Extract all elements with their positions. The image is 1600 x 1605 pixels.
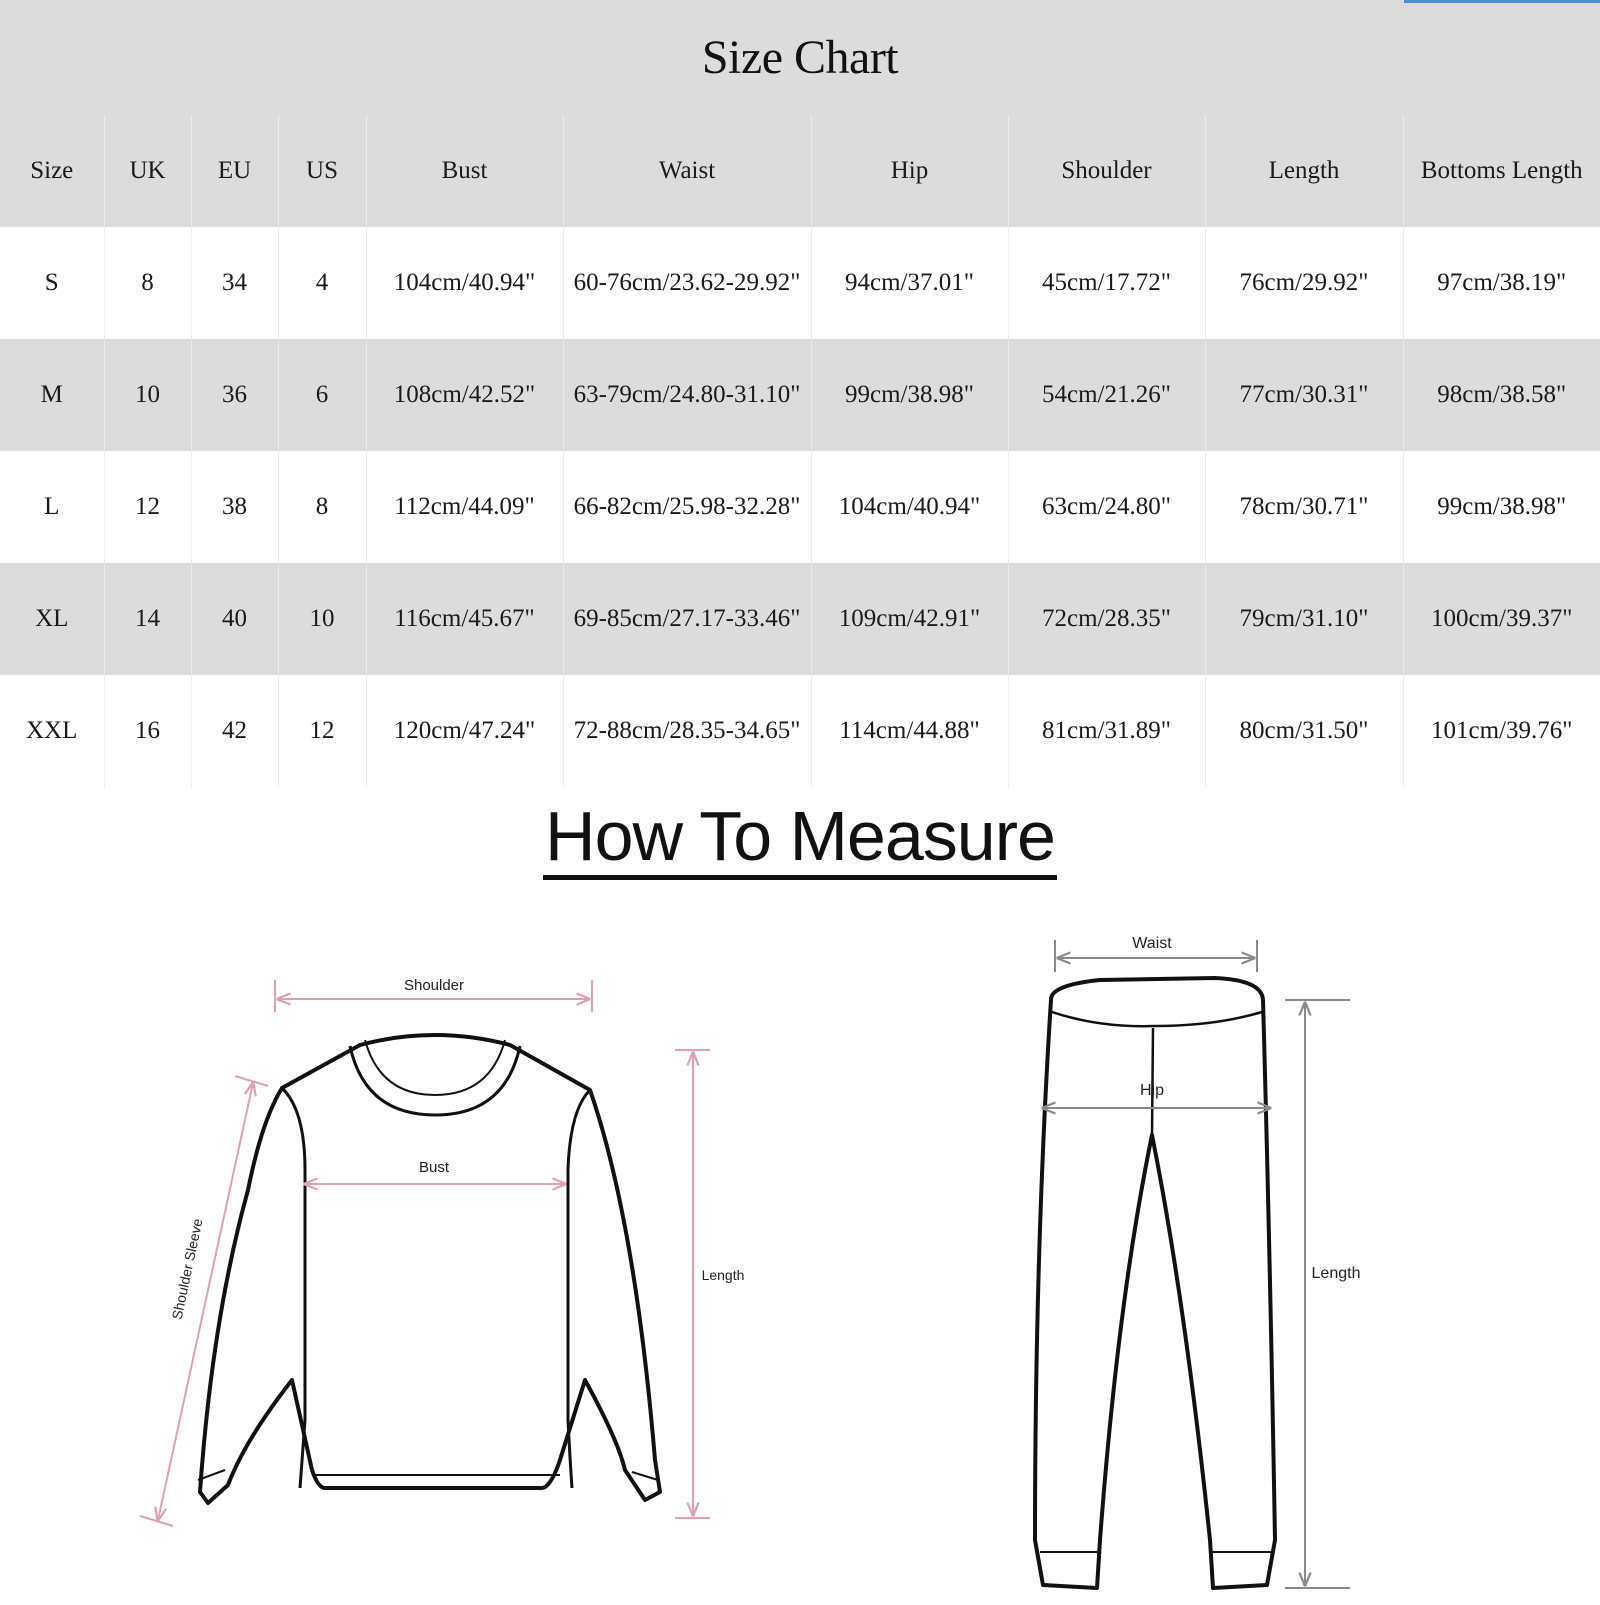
- table-cell: 80cm/31.50": [1205, 675, 1403, 787]
- table-row: [0, 451, 1600, 563]
- table-cell: 104cm/40.94": [366, 227, 563, 339]
- table-cell: 79cm/31.10": [1205, 563, 1403, 675]
- hip-label: Hip: [1139, 1082, 1165, 1099]
- table-cell: 69-85cm/27.17-33.46": [563, 563, 811, 675]
- header-cell: US: [278, 115, 366, 227]
- table-cell: 112cm/44.09": [366, 451, 563, 563]
- table-cell: 16: [104, 675, 191, 787]
- header-cell: Bust: [366, 115, 563, 227]
- table-cell: XXL: [0, 675, 104, 787]
- table-cell: 109cm/42.91": [811, 563, 1008, 675]
- size-chart: [0, 0, 1600, 794]
- header-cell: Length: [1205, 115, 1403, 227]
- measure-diagram: [0, 900, 1600, 1600]
- table-cell: 10: [278, 563, 366, 675]
- table-cell: 54cm/21.26": [1008, 339, 1205, 451]
- table-cell: 108cm/42.52": [366, 339, 563, 451]
- table-cell: 8: [278, 451, 366, 563]
- header-cell: EU: [191, 115, 278, 227]
- table-cell: 12: [278, 675, 366, 787]
- table-cell: 76cm/29.92": [1205, 227, 1403, 339]
- table-cell: 116cm/45.67": [366, 563, 563, 675]
- table-cell: 45cm/17.72": [1008, 227, 1205, 339]
- table-cell: 99cm/38.98": [811, 339, 1008, 451]
- table-cell: 72-88cm/28.35-34.65": [563, 675, 811, 787]
- sleeve-label: Shoulder Sleeve: [168, 1217, 206, 1321]
- sweatshirt-outline: [200, 1035, 660, 1503]
- table-cell: 72cm/28.35": [1008, 563, 1205, 675]
- table-cell: 36: [191, 339, 278, 451]
- table-row: [0, 675, 1600, 787]
- table-cell: 14: [104, 563, 191, 675]
- size-table: [0, 115, 1600, 787]
- table-cell: XL: [0, 563, 104, 675]
- sweatshirt-diagram: [198, 1035, 660, 1503]
- shoulder-measure: [275, 977, 592, 1012]
- table-cell: L: [0, 451, 104, 563]
- measure-diagram-svg: [0, 900, 1600, 1600]
- table-cell: 97cm/38.19": [1403, 227, 1600, 339]
- waist-measure: [1055, 935, 1257, 972]
- table-cell: 114cm/44.88": [811, 675, 1008, 787]
- table-cell: 4: [278, 227, 366, 339]
- table-cell: 34: [191, 227, 278, 339]
- header-cell: Size: [0, 115, 104, 227]
- table-cell: 40: [191, 563, 278, 675]
- bottoms-length-measure: [1285, 1000, 1360, 1588]
- table-cell: 8: [104, 227, 191, 339]
- table-header-row: [0, 115, 1600, 227]
- trousers-outline: [1035, 978, 1275, 1588]
- table-cell: S: [0, 227, 104, 339]
- header-cell: Shoulder: [1008, 115, 1205, 227]
- table-cell: 120cm/47.24": [366, 675, 563, 787]
- table-cell: 100cm/39.37": [1403, 563, 1600, 675]
- table-cell: 63cm/24.80": [1008, 451, 1205, 563]
- table-cell: 99cm/38.98": [1403, 451, 1600, 563]
- shoulder-label: Shoulder: [403, 977, 465, 994]
- trousers-diagram: [1035, 978, 1275, 1588]
- table-cell: 66-82cm/25.98-32.28": [563, 451, 811, 563]
- header-cell: Waist: [563, 115, 811, 227]
- table-cell: 42: [191, 675, 278, 787]
- how-to-measure-heading: [0, 797, 1600, 880]
- accent-line: [1404, 0, 1600, 3]
- table-row: [0, 227, 1600, 339]
- table-cell: 81cm/31.89": [1008, 675, 1205, 787]
- table-cell: 78cm/30.71": [1205, 451, 1403, 563]
- top-length-measure: [675, 1050, 744, 1518]
- chart-title: Size Chart: [0, 0, 1600, 115]
- table-row: [0, 563, 1600, 675]
- table-cell: 94cm/37.01": [811, 227, 1008, 339]
- waist-label: Waist: [1132, 935, 1172, 952]
- table-row: [0, 339, 1600, 451]
- table-cell: 98cm/38.58": [1403, 339, 1600, 451]
- table-cell: 77cm/30.31": [1205, 339, 1403, 451]
- table-cell: M: [0, 339, 104, 451]
- how-to-measure-title: How To Measure: [543, 800, 1057, 880]
- table-cell: 6: [278, 339, 366, 451]
- table-cell: 63-79cm/24.80-31.10": [563, 339, 811, 451]
- header-cell: UK: [104, 115, 191, 227]
- table-cell: 101cm/39.76": [1403, 675, 1600, 787]
- table-cell: 10: [104, 339, 191, 451]
- table-cell: 38: [191, 451, 278, 563]
- bust-label: Bust: [418, 1159, 450, 1176]
- top-length-label: Length: [701, 1267, 745, 1283]
- table-cell: 12: [104, 451, 191, 563]
- header-cell: Hip: [811, 115, 1008, 227]
- bottoms-length-label: Length: [1311, 1265, 1361, 1282]
- table-cell: 104cm/40.94": [811, 451, 1008, 563]
- header-cell: Bottoms Length: [1403, 115, 1600, 227]
- table-cell: 60-76cm/23.62-29.92": [563, 227, 811, 339]
